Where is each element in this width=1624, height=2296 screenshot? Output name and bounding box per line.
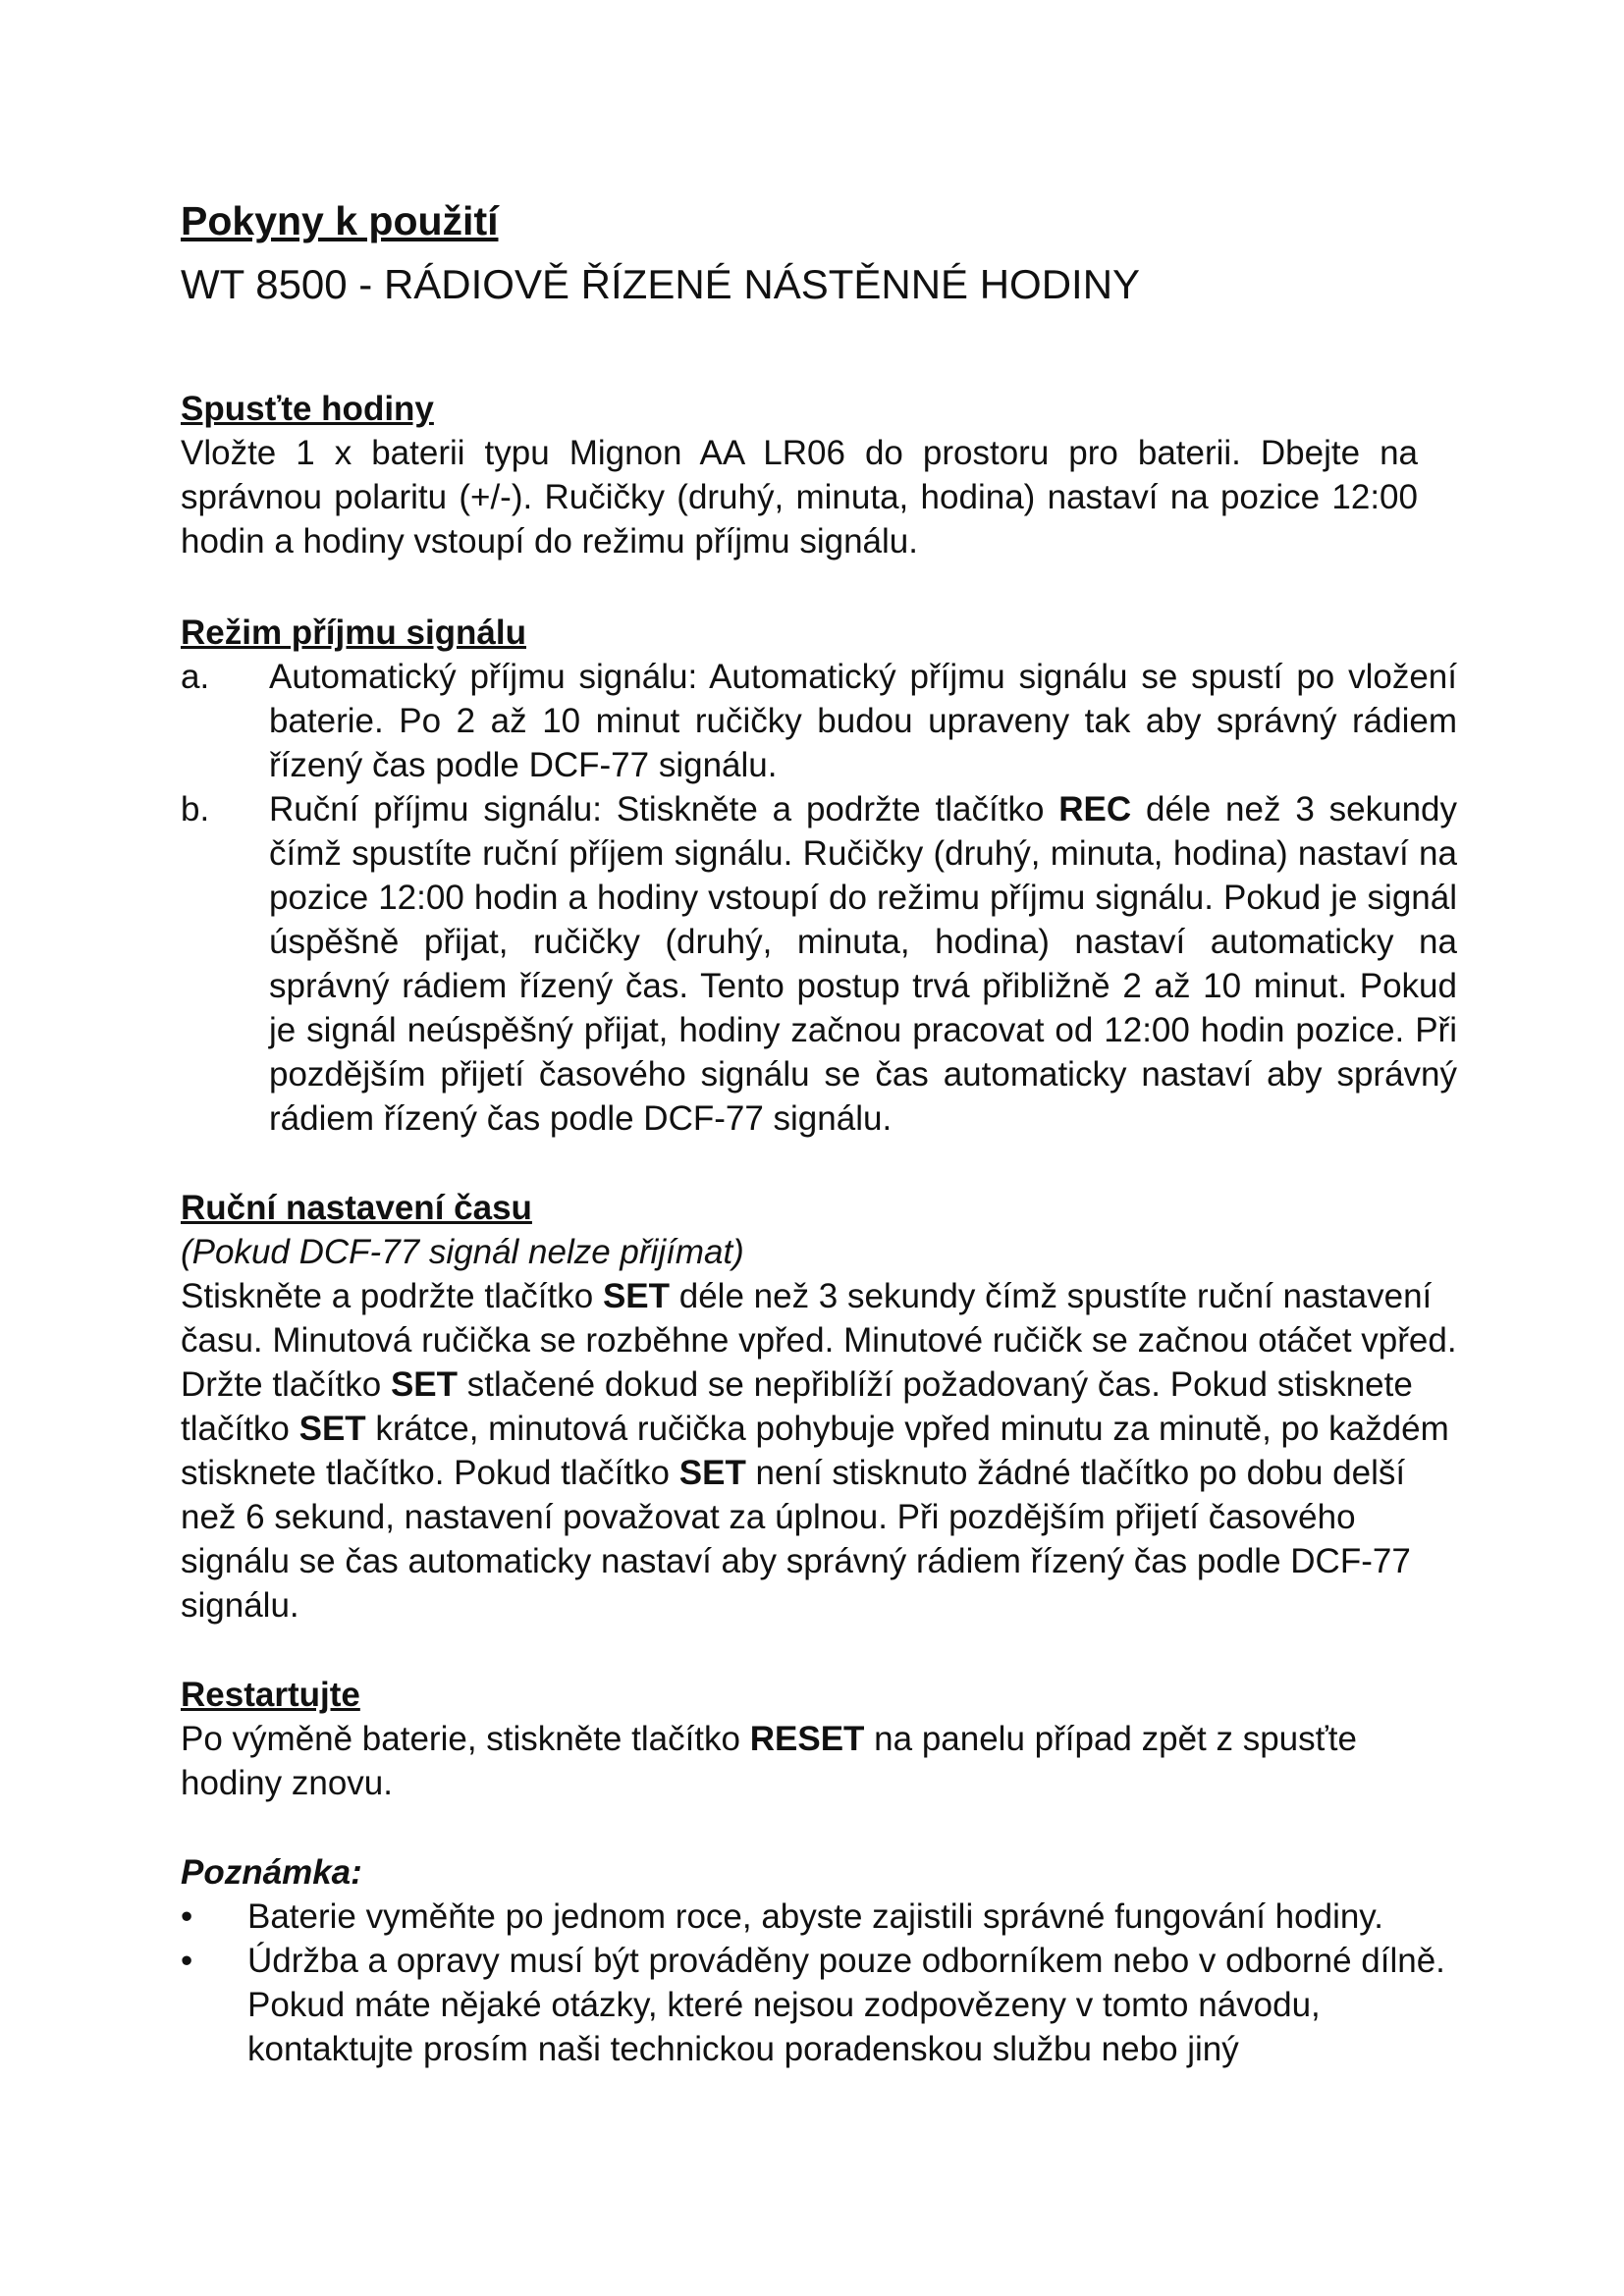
section-restart [181, 1673, 1457, 1805]
document-subtitle: WT 8500 - RÁDIOVĚ ŘÍZENÉ NÁSTĚNNÉ HODINY [181, 261, 1141, 307]
section-heading-manual: Ruční nastavení času [181, 1189, 532, 1227]
text-segment: na panelu případ zpět z spusťte hodiny znovu. [181, 1720, 1357, 1802]
section-note [181, 1850, 1457, 2071]
list-marker-b: b. [181, 790, 210, 828]
section-subheading-manual: (Pokud DCF-77 signál nelze přijímat) [181, 1233, 744, 1271]
text-segment: krátce, minutová ručička pohybuje vpřed minutu za minutě, po každém stisknete tlačítko. Pokud tlačítko [181, 1410, 1449, 1492]
bullet-text: Údržba a opravy musí být prováděny pouze odborníkem nebo v odborné dílně. Pokud máte nějaké otázky, které nejsou zodpovězeny v tomto návodu, kontaktujte prosím naši technickou poradenskou službu nebo jiný [247, 1942, 1445, 2068]
bullet-icon: • [181, 1897, 193, 1936]
bullet-item [181, 1895, 1457, 1939]
section-text-restart [181, 1717, 1457, 1805]
text-segment: není stisknuto žádné tlačítko po dobu delší než 6 sekund, nastavení považovat za úplnou. Při pozdějším přijetí časového signálu se čas automaticky nastaví aby správný rádiem řízený čas podle DCF-77 signálu. [181, 1454, 1411, 1625]
text-segment: stlačené dokud se nepřiblíží požadovaný čas. Pokud stisknete tlačítko [181, 1365, 1413, 1448]
section-heading-restart: Restartujte [181, 1676, 360, 1714]
section-signal [181, 611, 1457, 1141]
note-heading: Poznámka: [181, 1853, 362, 1892]
list-marker-a: a. [181, 658, 210, 696]
section-heading-signal: Režim příjmu signálu [181, 614, 526, 652]
text-segment: Po výměně baterie, stiskněte tlačítko [181, 1720, 750, 1758]
key-label-set: SET [678, 1454, 746, 1492]
section-text-manual [181, 1274, 1457, 1628]
text-segment: déle než 3 sekundy čímž spustíte ruční příjem signálu. Ručičky (druhý, minuta, hodina) nastaví na pozice 12:00 hodin a hodiny vstoupí do režimu příjmu signálu. Pokud je signál úspěšně přijat, ručičky (druhý, minuta, hodina) nastaví automaticky na správný rádiem řízený čas. Tento postup trvá přibližně 2 až 10 minut. Pokud je signál neúspěšný přijat, hodiny začnou pracovat od 12:00 hodin pozice. Při pozdějším přijetí časového signálu se čas automaticky nastaví aby správný rádiem řízený čas podle DCF-77 signálu. [269, 790, 1457, 1138]
bullet-icon: • [181, 1942, 193, 1980]
text-segment: Ruční příjmu signálu: Stiskněte a podržte tlačítko [269, 790, 1059, 828]
key-label-set: SET [298, 1410, 366, 1448]
key-label-rec: REC [1058, 790, 1132, 828]
document-title: Pokyny k použití [181, 198, 499, 243]
list-text-b [269, 787, 1457, 1141]
text-segment: Stiskněte a podržte tlačítko [181, 1277, 603, 1315]
document-page [181, 196, 1457, 2071]
bullet-text: Baterie vyměňte po jednom roce, abyste zajistili správné fungování hodiny. [247, 1897, 1383, 1936]
key-label-reset: RESET [749, 1720, 865, 1758]
section-manual [181, 1186, 1457, 1628]
key-label-set: SET [602, 1277, 671, 1315]
section-heading-start: Spusťte hodiny [181, 390, 434, 428]
key-label-set: SET [390, 1365, 459, 1404]
section-start [181, 387, 1457, 563]
section-text-start: Vložte 1 x baterii typu Mignon AA LR06 do prostoru pro baterii. Dbejte na správnou polaritu (+/-). Ručičky (druhý, minuta, hodina) nastaví na pozice 12:00 hodin a hodiny vstoupí do režimu příjmu signálu. [181, 434, 1418, 561]
bullet-item [181, 1939, 1457, 2071]
list-item-a [181, 655, 1457, 787]
text-segment: déle než 3 sekundy čímž spustíte ruční nastavení času. Minutová ručička se rozběhne vpřed. Minutové ručičk se začnou otáčet vpřed. Držte tlačítko [181, 1277, 1457, 1404]
list-item-b [181, 787, 1457, 1141]
list-text-a: Automatický příjmu signálu: Automatický příjmu signálu se spustí po vložení baterie. Po 2 až 10 minut ručičky budou upraveny tak aby správný rádiem řízený čas podle DCF-77 signálu. [269, 658, 1457, 784]
